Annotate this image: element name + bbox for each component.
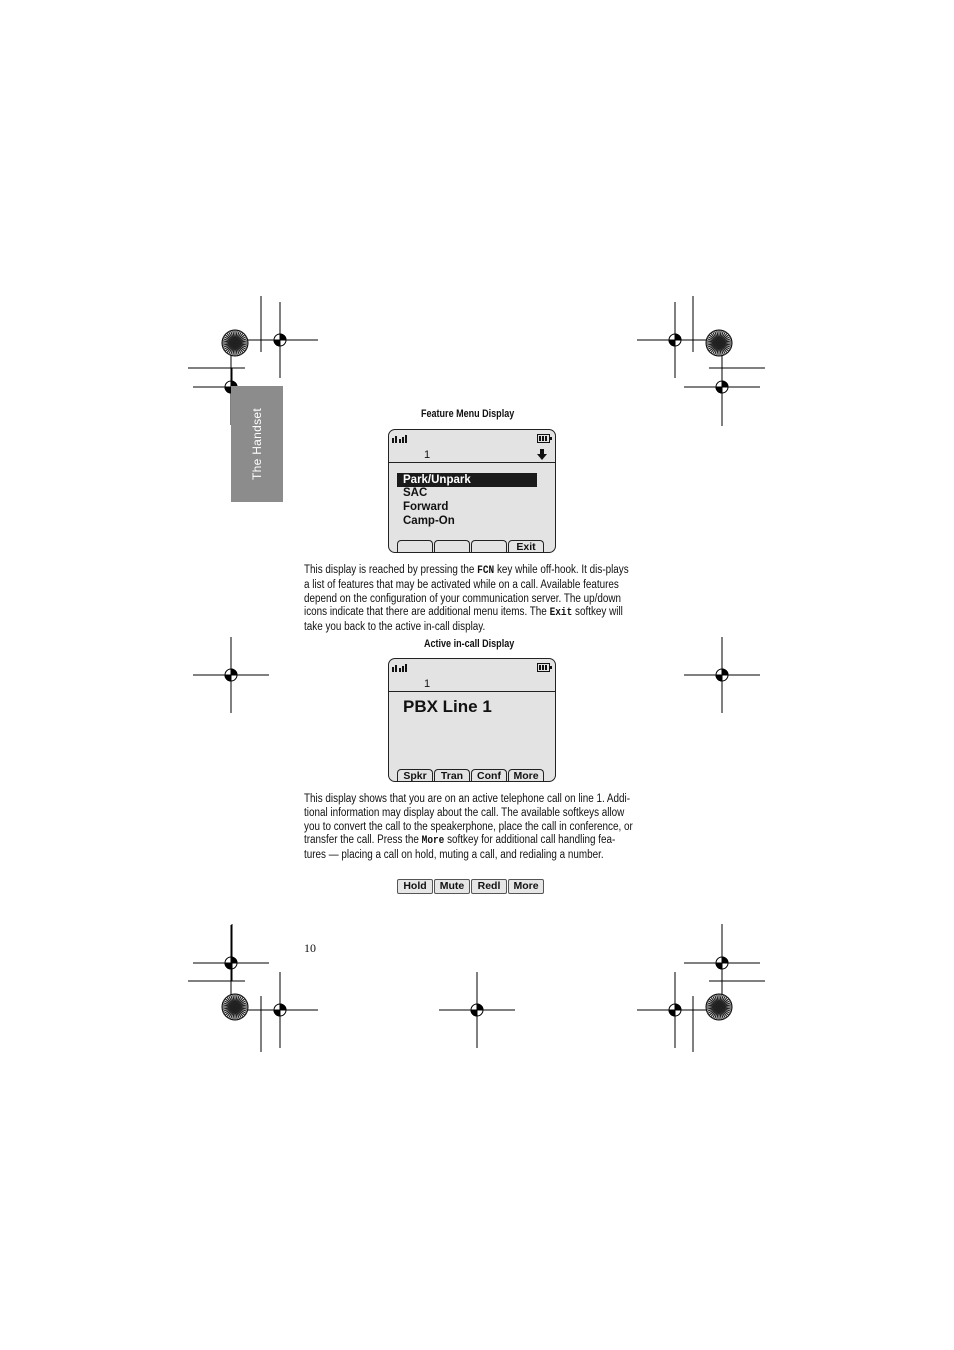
battery-icon [537, 663, 552, 672]
tran-softkey[interactable]: Tran [434, 769, 470, 782]
softkey-1[interactable] [397, 540, 433, 553]
fcn-key-label: FCN [477, 565, 495, 577]
menu-item-camp-on[interactable]: Camp-On [403, 515, 455, 527]
feature-menu-caption: Feature Menu Display [421, 408, 515, 420]
para2-text-1: This display shows that you are on an active telephone call on line 1. Addi-tional information may display about the call. The available softkeys allow you to convert the call to the speakerphone, place the call in conference, or transfer the call. Press the [304, 793, 633, 847]
para1-text-3: softkey will take you back to the active in-call display. [304, 606, 623, 634]
redial-softkey[interactable]: Redl [471, 879, 507, 894]
hold-softkey[interactable]: Hold [397, 879, 433, 894]
line-number: 1 [424, 449, 431, 461]
call-line-title: PBX Line 1 [403, 697, 492, 716]
active-call-display [388, 658, 556, 782]
softkey-row [397, 540, 545, 552]
status-bar [389, 430, 555, 463]
exit-softkey[interactable]: Exit [508, 540, 544, 553]
para2-text-2: softkey for additional call handling fea-tures — placing a call on hold, muting a call, and redialing a number. [304, 834, 616, 862]
menu-item-sac[interactable]: SAC [403, 487, 428, 499]
signal-icon [392, 434, 408, 444]
signal-icon [392, 663, 408, 673]
status-bar [389, 659, 555, 692]
mute-softkey[interactable]: Mute [434, 879, 470, 894]
menu-item-park[interactable]: Park/Unpark [397, 473, 537, 487]
para1-text-2: key while off-hook. It dis-plays a list of features that may be activated while on a call. Available features depend on the configuration of your communication server. The up/down icons indicate that there are additional menu items. The [304, 564, 629, 619]
page-number: 10 [304, 941, 316, 955]
softkey-3[interactable] [471, 540, 507, 553]
active-call-caption: Active in-call Display [424, 638, 515, 650]
battery-icon [537, 434, 552, 443]
paragraph-active-call [304, 793, 636, 863]
more-key-label: More [421, 835, 445, 848]
additional-softkeys [397, 879, 545, 894]
line-number: 1 [424, 678, 431, 690]
softkey-2[interactable] [434, 540, 470, 553]
exit-key-label: Exit [549, 607, 573, 620]
spkr-softkey[interactable]: Spkr [397, 769, 433, 782]
para1-text-1: This display is reached by pressing the [304, 564, 478, 576]
more-softkey[interactable]: More [508, 769, 544, 782]
feature-menu-display [388, 429, 556, 553]
conf-softkey[interactable]: Conf [471, 769, 507, 782]
menu-item-forward[interactable]: Forward [403, 501, 449, 513]
more-softkey[interactable]: More [508, 879, 544, 894]
paragraph-feature-menu [304, 564, 636, 635]
scroll-down-arrow-icon [537, 449, 547, 460]
section-tab-label: The Handset [250, 407, 264, 481]
section-tab [231, 386, 283, 502]
softkey-row [397, 769, 545, 781]
